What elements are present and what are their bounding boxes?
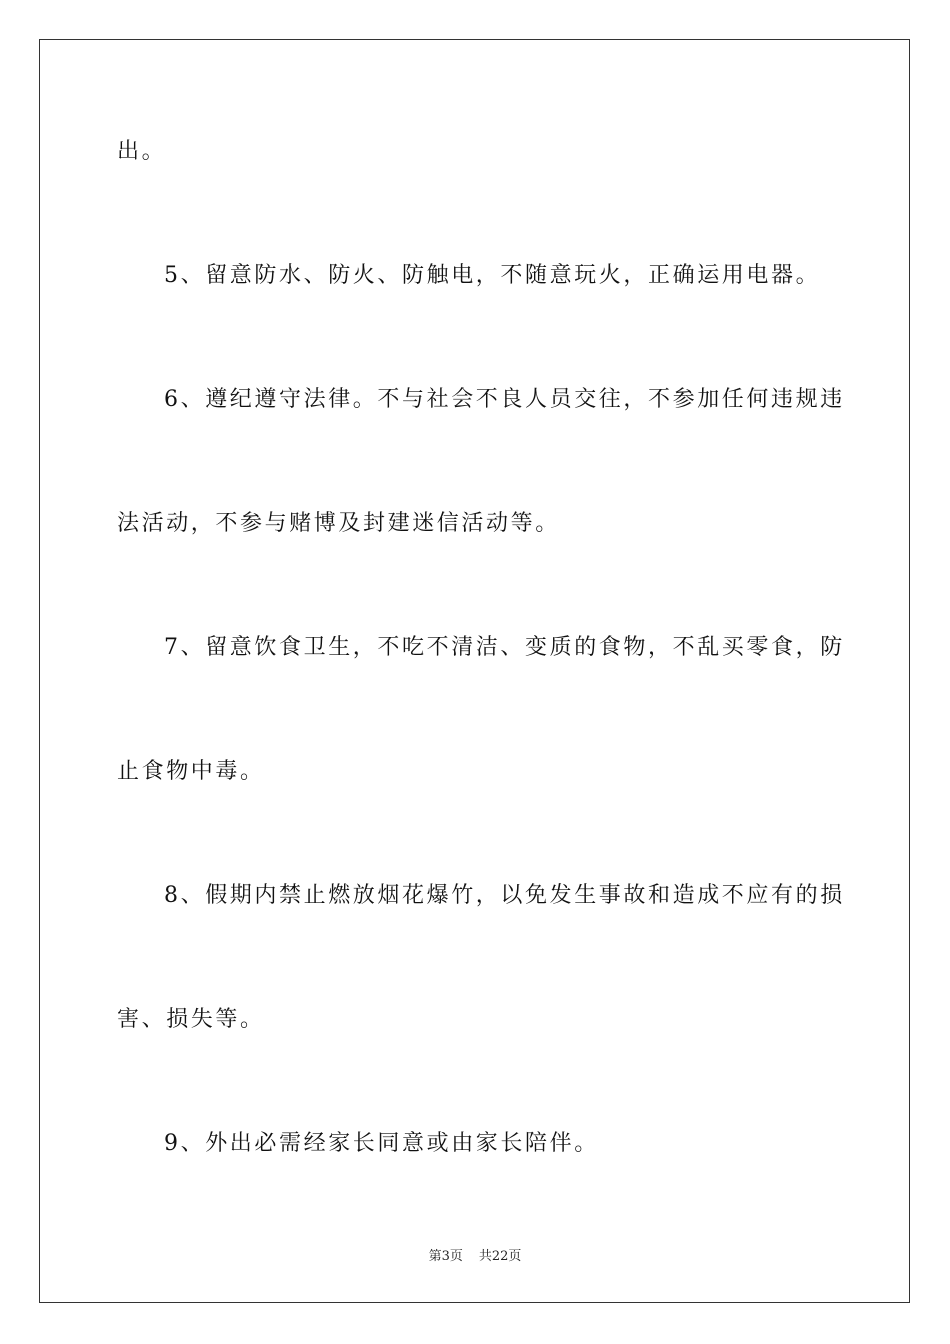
paragraph-item-6-line-2: 法活动，不参与赌博及封建迷信活动等。	[117, 511, 560, 536]
paragraph-item-8-line-1: 8、假期内禁止燃放烟花爆竹，以免发生事故和造成不应有的损	[164, 883, 845, 908]
paragraph-line-continuation: 出。	[117, 139, 167, 164]
paragraph-item-8-line-2: 害、损失等。	[117, 1007, 265, 1032]
paragraph-item-6-line-1: 6、遵纪遵守法律。不与社会不良人员交往，不参加任何违规违	[164, 387, 845, 412]
paragraph-item-7-line-1: 7、留意饮食卫生，不吃不清洁、变质的食物，不乱买零食，防	[164, 635, 845, 660]
page-total: 共22页	[478, 1249, 522, 1264]
paragraph-item-5: 5、留意防水、防火、防触电，不随意玩火，正确运用电器。	[164, 263, 821, 288]
paragraph-item-7-line-2: 止食物中毒。	[117, 759, 265, 784]
paragraph-item-9: 9、外出必需经家长同意或由家长陪伴。	[164, 1131, 599, 1156]
page-footer	[0, 1248, 950, 1266]
page-frame	[39, 39, 910, 1303]
page-number: 第3页	[428, 1249, 463, 1264]
